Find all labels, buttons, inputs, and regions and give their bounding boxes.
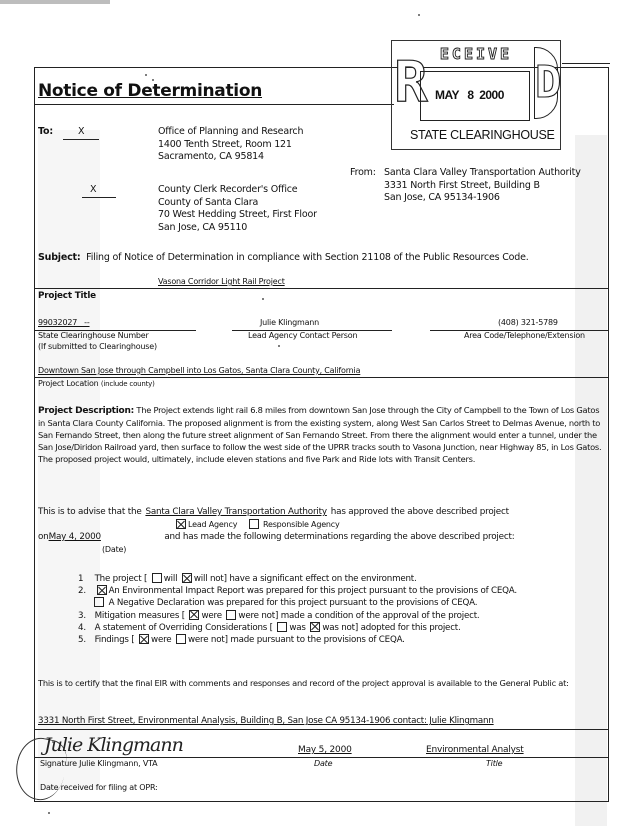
certify-address: 3331 North First Street, Environmental Analysis, Building B, San Jose CA 95134-1906 contact: Julie Klingmann: [38, 716, 494, 726]
clearinghouse-label: [38, 331, 157, 352]
determination-4-pre: A statement of Overriding Considerations [: [94, 622, 273, 633]
signature-rule: [34, 757, 609, 758]
recipient-2: [158, 184, 317, 234]
overriding-was-not-checkbox[interactable]: [310, 622, 320, 632]
approval-date: May 4, 2000: [48, 532, 101, 542]
recipient-1-line-2: 1400 Tenth Street, Room 121: [158, 138, 292, 150]
to-mark-1-line: [63, 139, 99, 140]
mitigation-were-not-checkbox[interactable]: [226, 610, 236, 620]
significant-effect-will-not-checkbox[interactable]: [182, 573, 192, 583]
determination-1-opt-a: will: [163, 574, 178, 584]
subject-label: Subject:: [38, 252, 81, 263]
scan-speck: [278, 345, 280, 347]
signature-date: May 5, 2000: [298, 745, 352, 755]
description-text: The Project extends light rail 6.8 miles from downtown San Jose through the City of Campbell to the Town of Los Gatos in Santa Clara County California. The proposed alignment is from the existing system, along West San Carlos Street to Delmas Avenue, north to San Fernando Street, then along the future street alignment of San Fernando Street. From there the alignment would enter a tunnel, under the San Jose/Diridon Railroad yard, then surface to follow the west side of the UPRR tracks south to Vasona Junction, near Highway 85, in Los Gatos. The proposed project would, ultimately, include eleven stations and five Park and Ride lots with Transit Centers.: [38, 405, 602, 464]
stamp-letter-d: [534, 47, 562, 119]
to-mark-1: X: [78, 126, 85, 137]
stamp-footer: STATE CLEARINGHOUSE: [410, 128, 555, 142]
certify-rule: [34, 729, 609, 730]
determination-5-opt-a: were: [151, 635, 172, 646]
advise-row: [38, 507, 509, 518]
negative-declaration-checkbox[interactable]: [94, 597, 104, 607]
signature-label: Signature Julie Klingmann, VTA: [40, 759, 158, 768]
determination-5-num: 5.: [78, 635, 86, 646]
date-row: [38, 532, 515, 543]
to-label: To:: [38, 126, 53, 137]
description-label: Project Description:: [38, 406, 134, 416]
to-mark-2-line: [82, 197, 116, 198]
determination-5: [78, 634, 517, 646]
date-row-tail: and has made the following determinations regarding the above described project:: [164, 532, 515, 542]
page-title: Notice of Determination: [38, 81, 263, 101]
project-description: [38, 404, 608, 465]
contact-value: Julie Klingmann: [260, 318, 320, 327]
stamp-letter-r: R: [394, 50, 428, 115]
signature-title: Environmental Analyst: [426, 745, 524, 755]
determination-4: [78, 622, 517, 634]
determinations-list: [78, 573, 517, 646]
signature-handwriting: Julie Klingmann: [44, 734, 183, 756]
from-line-2: 3331 North First Street, Building B: [384, 179, 540, 191]
clearinghouse-label-2: (If submitted to Clearinghouse): [38, 341, 157, 351]
determination-2-neg-dec: A Negative Declaration was prepared for this project pursuant to the provisions of CEQA.: [108, 598, 478, 609]
location-label-text: Project Location: [38, 379, 99, 388]
signature-date-label: Date: [314, 759, 333, 768]
phone-label: Area Code/Telephone/Extension: [464, 331, 585, 340]
determination-3-pre: Mitigation measures [: [94, 610, 185, 621]
responsible-agency-checkbox[interactable]: [249, 519, 259, 529]
advise-agency: Santa Clara Valley Transportation Authority: [145, 507, 327, 517]
recipient-2-line-3: 70 West Hedding Street, First Floor: [158, 209, 317, 220]
determination-3: [78, 610, 517, 622]
determination-1-num: 1: [78, 574, 84, 584]
from-line-1: Santa Clara Valley Transportation Authority: [384, 167, 581, 178]
determination-4-num: 4.: [78, 622, 86, 633]
determination-5-pre: Findings [: [94, 635, 135, 646]
subject-row: [38, 252, 529, 265]
advise-suffix: has approved the above described project: [330, 507, 509, 517]
signature-title-label: Title: [486, 759, 503, 768]
findings-were-not-checkbox[interactable]: [176, 634, 186, 644]
project-title-label: Project Title: [38, 291, 96, 301]
eir-checkbox[interactable]: [97, 585, 107, 595]
to-mark-2: X: [90, 184, 97, 195]
determination-2: [78, 585, 517, 597]
project-title-rule: [34, 288, 609, 289]
received-stamp: [391, 40, 561, 150]
title-rule: [34, 104, 394, 105]
determination-3-num: 3.: [78, 610, 86, 621]
recipient-1-line-1: Office of Planning and Research: [158, 126, 304, 137]
project-title-value: Vasona Corridor Light Rail Project: [158, 277, 285, 286]
determination-5-opt-b: were not] made pursuant to the provisions of CEQA.: [188, 635, 405, 646]
determination-1: [78, 573, 517, 585]
determination-3-opt-b: were not] made a condition of the approval of the project.: [238, 610, 480, 621]
stamp-date: MAY 8 2000: [435, 88, 504, 102]
from-line-3: San Jose, CA 95134-1906: [384, 192, 500, 203]
scan-speck: [152, 79, 154, 81]
stamp-letter-d-text: D: [535, 57, 562, 108]
determination-2-num: 2.: [78, 586, 86, 597]
subject-text: Filing of Notice of Determination in compliance with Section 21108 of the Public Resources Code.: [86, 252, 529, 263]
location-value: Downtown San Jose through Campbell into Los Gatos, Santa Clara County, California: [38, 366, 361, 375]
recipient-1: [158, 126, 303, 164]
location-rule: [34, 377, 609, 378]
recipient-2-line-4: San Jose, CA 95110: [158, 221, 248, 233]
determination-1-opt-b: will not] have a significant effect on the environment.: [193, 574, 417, 584]
determination-2-eir: An Environmental Impact Report was prepared for this project pursuant to the provisions of CEQA.: [108, 586, 517, 597]
determination-4-opt-a: was: [289, 622, 306, 633]
responsible-agency-label: Responsible Agency: [262, 520, 340, 529]
recipient-2-line-1: County Clerk Recorder's Office: [158, 184, 298, 195]
scan-speck: [262, 298, 264, 300]
lead-agency-label: Lead Agency: [188, 520, 238, 529]
scan-speck: [418, 14, 420, 16]
from-label: From:: [350, 167, 376, 178]
agency-type-row: [174, 519, 340, 531]
recipient-1-line-3: Sacramento, CA 95814: [158, 151, 264, 162]
received-label: Date received for filing at OPR:: [40, 783, 158, 792]
location-label-note: (include county): [100, 380, 155, 388]
determination-1-pre: The project [: [94, 574, 148, 584]
advise-prefix: This is to advise that the: [38, 507, 142, 517]
determination-3-opt-a: were: [201, 610, 222, 621]
mitigation-were-checkbox[interactable]: [189, 610, 199, 620]
stamp-date-box: [420, 71, 530, 121]
recipient-2-line-2: County of Santa Clara: [158, 196, 259, 208]
scan-speck: [48, 812, 50, 814]
determination-4-opt-b: was not] adopted for this project.: [322, 622, 461, 633]
scan-speck: [145, 74, 147, 76]
contact-label: Lead Agency Contact Person: [248, 331, 358, 340]
certify-text: This is to certify that the final EIR with comments and responses and record of the project approval is available to the General Public at:: [38, 678, 569, 688]
clearinghouse-label-1: State Clearinghouse Number: [38, 331, 149, 340]
phone-value: (408) 321-5789: [498, 318, 558, 327]
on-label: on: [38, 532, 49, 542]
significant-effect-will-checkbox[interactable]: [152, 573, 162, 583]
findings-were-checkbox[interactable]: [139, 634, 149, 644]
stamp-letters: ECEIVE: [439, 45, 513, 63]
overriding-was-checkbox[interactable]: [277, 622, 287, 632]
from-address: [384, 167, 581, 205]
location-label: [38, 379, 155, 390]
determination-2b: [78, 597, 517, 609]
date-caption: (Date): [102, 545, 127, 554]
scan-edge: [0, 0, 110, 4]
clearinghouse-value: 99032027 --: [38, 318, 90, 327]
stamp-crossline: [562, 63, 610, 64]
lead-agency-checkbox[interactable]: [176, 519, 186, 529]
